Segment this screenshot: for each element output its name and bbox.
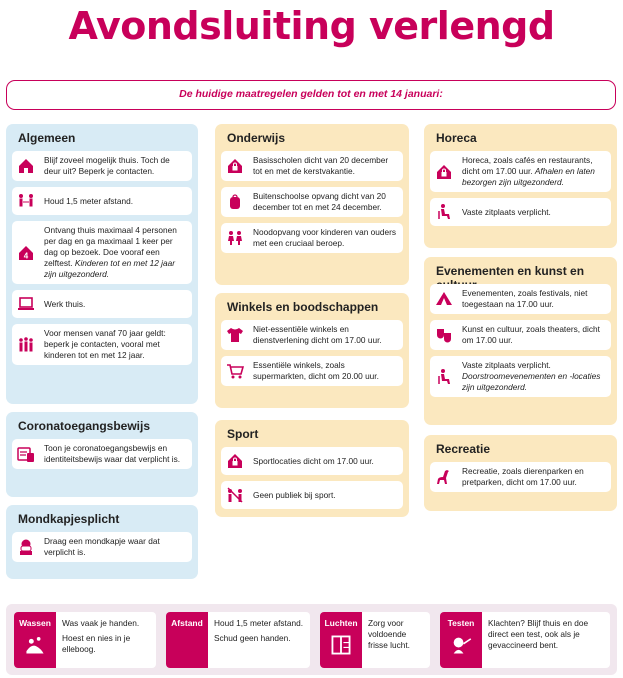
measure-text-main: Evenementen, zoals festivals, niet toegestaan na 17.00 uur.: [462, 288, 588, 309]
measure-text: [44, 328, 186, 361]
rule-card-afstand: [166, 612, 310, 668]
subtitle-banner: De huidige maatregelen gelden tot en met 14 januari:: [6, 80, 616, 110]
rule-card-testen: [440, 612, 610, 668]
section-recreatie: [424, 435, 617, 511]
rule-line: Schud geen handen.: [214, 633, 291, 643]
measure-text-main: Houd 1,5 meter afstand.: [44, 195, 134, 206]
measure-exception: Doorstroomevenementen en -locaties zijn uitgezonderd.: [462, 371, 601, 392]
measure-item: [430, 356, 611, 397]
rule-card-wassen: [14, 612, 156, 668]
section-title: Recreatie: [436, 442, 491, 456]
measure-text-main: Toon je coronatoegangsbewijs en identiteitsbewijs waar dat verplicht is.: [44, 443, 181, 464]
rule-label: Luchten: [324, 618, 358, 628]
measure-text-main: Werk thuis.: [44, 298, 86, 309]
measure-text: [44, 155, 186, 177]
measure-item: [430, 462, 611, 492]
measure-item: [12, 221, 192, 284]
measure-item: [430, 151, 611, 192]
svg-text:4: 4: [23, 251, 29, 260]
measure-exception: Afhalen en laten bezorgen zijn uitgezonderd.: [462, 166, 595, 187]
measure-text: [253, 490, 336, 501]
rule-tag: [440, 612, 482, 668]
rule-tag: [166, 612, 208, 668]
rule-tag: [14, 612, 56, 668]
measure-item: [221, 151, 403, 181]
theater-masks-icon: [434, 325, 454, 345]
rule-text: [488, 618, 606, 655]
children-icon: [225, 228, 245, 248]
measure-text-main: Kunst en cultuur, zoals theaters, dicht om 17.00 uur.: [462, 324, 600, 345]
cart-icon: [225, 361, 245, 381]
measure-item: [12, 439, 192, 469]
measure-item: [221, 320, 403, 350]
measure-item: [12, 187, 192, 215]
measure-item: [221, 447, 403, 475]
measure-text: [462, 207, 551, 218]
section-title: Coronatoegangsbewijs: [18, 419, 151, 433]
section-title: Algemeen: [18, 131, 76, 145]
seat-icon: [434, 202, 454, 222]
section-winkels: [215, 293, 409, 408]
section-title: Mondkapjesplicht: [18, 512, 120, 526]
house-icon: [16, 156, 36, 176]
laptop-icon: [16, 294, 36, 314]
measure-item: [430, 284, 611, 314]
measure-text-main: Vaste zitplaats verplicht.: [462, 360, 551, 370]
section-mondkapjesplicht: [6, 505, 198, 579]
rule-line: Klachten? Blijf thuis en doe direct een test, ook als je gevaccineerd bent.: [488, 618, 589, 650]
measure-text-main: Geen publiek bij sport.: [253, 489, 336, 500]
rule-label: Afstand: [171, 618, 203, 628]
measure-item: [221, 187, 403, 217]
basic-rules-bar: [6, 604, 617, 675]
measure-text-main: Blijf zoveel mogelijk thuis. Toch de deur uit? Beperk je contacten.: [44, 155, 170, 176]
measure-text-main: Basisscholen dicht van 20 december tot en met de kerstvakantie.: [253, 155, 389, 176]
distance-icon: [16, 191, 36, 211]
rule-text: [368, 618, 426, 655]
measure-item: [12, 290, 192, 318]
mask-icon: [16, 537, 36, 557]
measure-text-main: Vaste zitplaats verplicht.: [462, 206, 551, 217]
measure-item: [12, 151, 192, 181]
measure-text: [253, 155, 397, 177]
measure-item: [430, 320, 611, 350]
measure-text-main: Buitenschoolse opvang dicht van 20 december tot en met 24 december.: [253, 191, 386, 212]
rule-line: Houd 1,5 meter afstand.: [214, 618, 304, 628]
section-title: Horeca: [436, 131, 477, 145]
section-title: Evenementen en kunst en: [436, 264, 585, 278]
rule-line: Was vaak je handen.: [62, 618, 140, 628]
measure-text-main: Draag een mondkapje waar dat verplicht is.: [44, 536, 160, 557]
measure-text-main: Niet-essentiële winkels en dienstverlening dicht om 17.00 uur.: [253, 324, 382, 345]
measure-item: [221, 481, 403, 509]
measure-text: [44, 225, 186, 280]
rule-tag: [320, 612, 362, 668]
visitors-4-icon: [16, 243, 36, 263]
measure-text: [44, 196, 133, 207]
id-card-icon: [16, 444, 36, 464]
rule-label: Wassen: [19, 618, 51, 628]
giraffe-icon: [434, 467, 454, 487]
rule-text: [214, 618, 306, 648]
rule-card-luchten: [320, 612, 430, 668]
measure-text: [462, 324, 605, 346]
measure-item: [430, 198, 611, 226]
measure-text: [253, 360, 397, 382]
measure-text: [253, 227, 397, 249]
seat-icon: [434, 367, 454, 387]
rule-line: Hoest en nies in je elleboog.: [62, 633, 131, 654]
section-horeca: [424, 124, 617, 248]
measure-text-main: Voor mensen vanaf 70 jaar geldt: beperk je contacten, vooral met kinderen tot en met 12 jaar.: [44, 328, 166, 360]
measure-text: [253, 191, 397, 213]
no-audience-icon: [225, 485, 245, 505]
measure-item: [12, 324, 192, 365]
section-title: Onderwijs: [227, 131, 286, 145]
measure-text: [253, 324, 397, 346]
measure-text-main: Recreatie, zoals dierenparken en pretparken, dicht om 17.00 uur.: [462, 466, 584, 487]
rule-label: Testen: [447, 618, 475, 628]
measure-text: [462, 466, 605, 488]
measure-item: [221, 223, 403, 253]
shirt-icon: [225, 325, 245, 345]
section-title: Sport: [227, 427, 259, 441]
page-title: Avondsluiting verlengd: [68, 4, 555, 48]
closed-house-icon: [225, 451, 245, 471]
measure-text: [253, 456, 374, 467]
section-coronatoegangsbewijs: [6, 412, 198, 497]
measure-text: [462, 288, 605, 310]
measure-exception: Kinderen tot en met 12 jaar zijn uitgezonderd.: [44, 258, 175, 279]
section-algemeen: [6, 124, 198, 404]
section-title: Winkels en boodschappen: [227, 300, 379, 314]
backpack-icon: [225, 192, 245, 212]
group-icon: [16, 335, 36, 355]
tent-icon: [434, 289, 454, 309]
measure-text: [462, 360, 605, 393]
measure-text: [462, 155, 605, 188]
measure-text-main: Ontvang thuis maximaal 4 personen per dag en ga maximaal 1 keer per dag op bezoek. Doe vooraf een zelftest.: [44, 225, 177, 268]
measure-item: [221, 356, 403, 386]
measure-text-main: Sportlocaties dicht om 17.00 uur.: [253, 455, 374, 466]
section-onderwijs: [215, 124, 409, 285]
measure-text: [44, 299, 85, 310]
measure-text: [44, 443, 186, 465]
closed-house-icon: [434, 162, 454, 182]
section-evenementen: [424, 257, 617, 425]
section-sport: [215, 420, 409, 517]
measure-text: [44, 536, 186, 558]
rule-text: [62, 618, 152, 659]
measure-text-main: Essentiële winkels, zoals supermarkten, dicht om 20.00 uur.: [253, 360, 379, 381]
measure-item: [12, 532, 192, 562]
measure-text-main: Noodopvang voor kinderen van ouders met een cruciaal beroep.: [253, 227, 396, 248]
closed-house-icon: [225, 156, 245, 176]
measure-text-main: Horeca, zoals cafés en restaurants, dicht om 17.00 uur.: [462, 155, 593, 176]
rule-line: Zorg voor voldoende frisse lucht.: [368, 618, 410, 650]
